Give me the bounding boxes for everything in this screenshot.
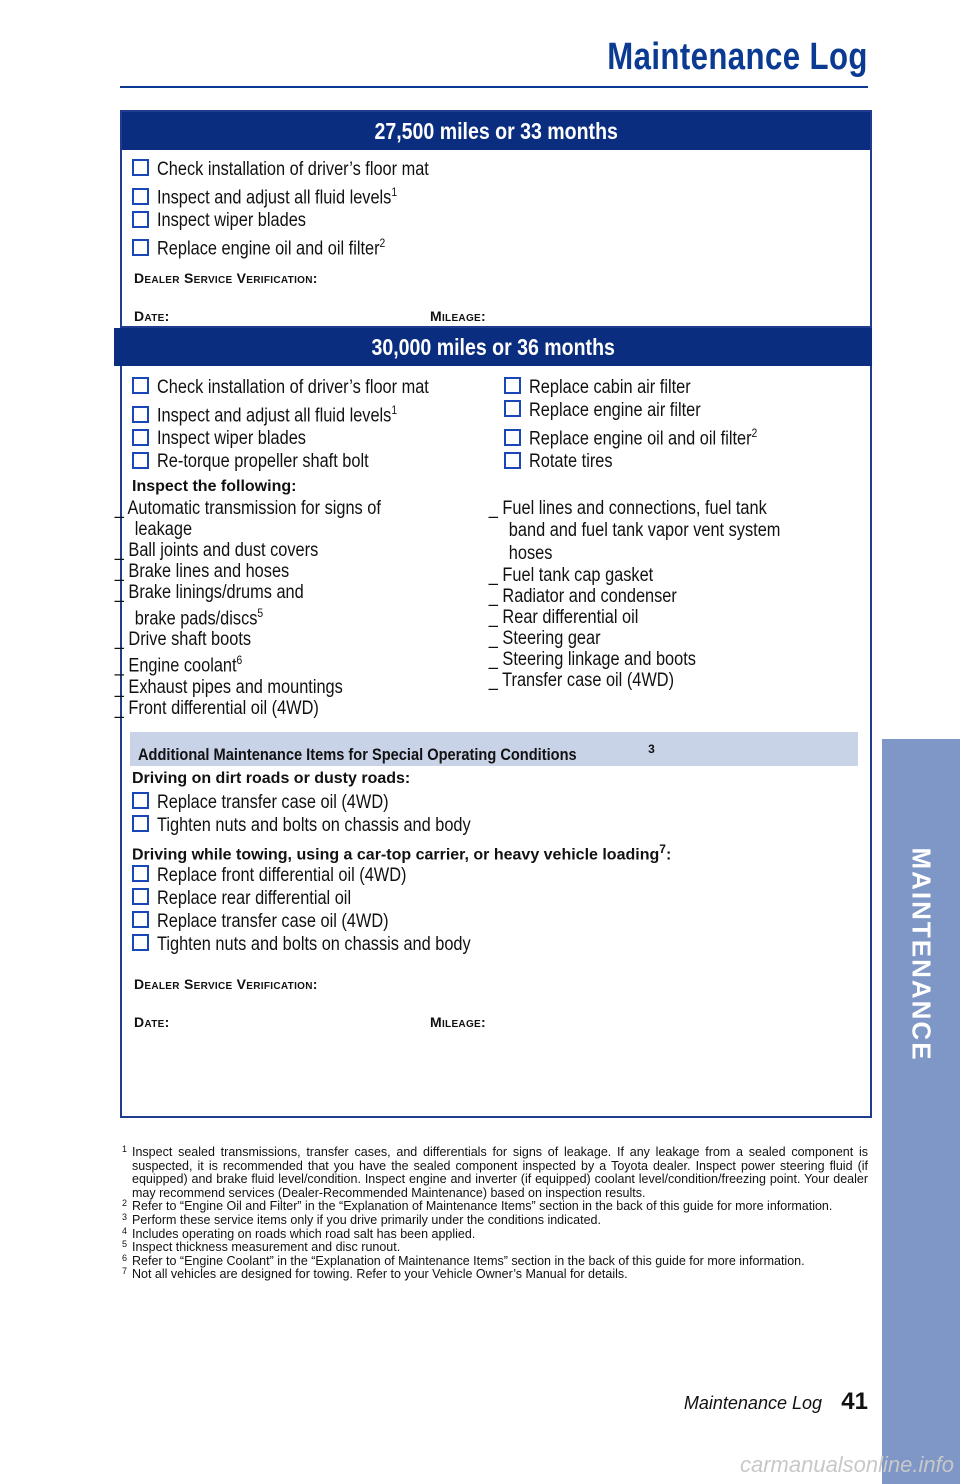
inspect-item-continuation [508, 542, 822, 565]
special-conditions-bar [130, 732, 858, 766]
date-label: Date: [134, 1014, 170, 1030]
inspect-item [488, 586, 822, 607]
towing-heading: Driving while towing, using a car-top carrier, or heavy vehicle loading$^7$: [132, 842, 672, 864]
inspect-item [488, 628, 822, 649]
checkbox[interactable] [504, 400, 521, 417]
checkbox[interactable] [132, 792, 149, 809]
footnote-number: 3 [122, 1211, 128, 1222]
dealer-service-verification-label: Dealer Service Verification: [134, 976, 318, 992]
checklist-item-label: Inspect wiper blades [157, 210, 306, 232]
inspect-item-text: _ Fuel lines and connections, fuel tank [488, 498, 767, 519]
mileage-label: Mileage: [430, 308, 486, 324]
checklist-item-label: Replace engine oil and oil filter$^2$ [157, 236, 386, 260]
footnote-text: Refer to “Engine Oil and Filter” in the “Explanation of Maintenance Items” section in the back of this guide for more information. [132, 1199, 833, 1214]
footer-section-label: Maintenance Log [683, 1393, 822, 1413]
maintenance-card-27500 [120, 110, 872, 330]
checklist-item-label: Replace engine air filter [529, 400, 701, 421]
inspect-item [488, 607, 822, 628]
checklist-item-label: Check installation of driver’s floor mat [157, 377, 429, 398]
footnote [122, 1225, 868, 1242]
checkbox[interactable] [132, 888, 149, 905]
checklist [132, 158, 473, 261]
checklist-item [504, 376, 794, 399]
footnote-ref: 1 [391, 403, 398, 417]
footnote-ref: 2 [751, 426, 758, 440]
inspect-item-text: leakage [134, 519, 193, 540]
checkbox[interactable] [132, 911, 149, 928]
checklist-item [132, 427, 473, 450]
checkbox[interactable] [504, 429, 521, 446]
checklist-item-label: Inspect wiper blades [157, 428, 306, 450]
checkbox[interactable] [132, 865, 149, 882]
footnote-number: 5 [122, 1239, 128, 1250]
side-tab-label: MAINTENANCE [906, 847, 937, 1062]
checkbox[interactable] [132, 934, 149, 951]
footnote [122, 1268, 868, 1282]
checkbox[interactable] [132, 159, 149, 176]
checkbox[interactable] [132, 211, 149, 228]
checklist-left [132, 376, 473, 473]
checklist-item [132, 376, 473, 399]
checklist-item [132, 864, 522, 887]
inspect-item [114, 697, 421, 719]
footnote-ref: 2 [379, 236, 386, 251]
inspect-item [114, 582, 421, 630]
checklist-item-label: Replace engine oil and oil filter$^2$ [529, 426, 758, 450]
checklist-item [132, 158, 473, 181]
inspect-item [114, 629, 421, 651]
checklist-item [132, 450, 473, 473]
inspect-item-text: _ Brake lines and hoses [114, 561, 290, 582]
inspect-item [114, 561, 421, 582]
checklist-item [504, 422, 794, 450]
footnote-text: Refer to “Engine Coolant” in the “Explanation of Maintenance Items” section in the back of this guide for more information. [132, 1253, 805, 1268]
inspect-list-left [114, 498, 421, 719]
checklist-item-label: Inspect and adjust all fluid levels$^1$ [157, 403, 398, 427]
special-conditions-title: Additional Maintenance Items for Special Operating Conditions [138, 744, 577, 764]
date-label: Date: [134, 308, 170, 324]
dirt-roads-heading: Driving on dirt roads or dusty roads: [132, 770, 411, 787]
checklist-item-label: Check installation of driver’s floor mat [157, 159, 429, 180]
footnote-number: 2 [122, 1198, 128, 1209]
checklist-item [504, 399, 794, 422]
checkbox[interactable] [132, 452, 149, 469]
inspect-item-text: _ Ball joints and dust covers [114, 540, 319, 561]
checklist-item [132, 933, 522, 956]
inspect-item [114, 498, 421, 540]
footnote-text: Perform these service items only if you drive primarily under the conditions indicated. [132, 1212, 601, 1227]
inspect-item-text: _ Automatic transmission for signs of [114, 498, 381, 519]
footnote-ref: 5 [257, 606, 264, 620]
checklist-item [132, 791, 522, 814]
inspect-item-text: _ Front differential oil (4WD) [114, 697, 319, 719]
inspect-item [488, 498, 822, 565]
footnote-text: Inspect sealed transmissions, transfer cases, and differentials for signs of leakage. If any leakage from a sealed component is suspected, it is recommended that you have the sealed component inspected by a Toyota dealer. Inspect power steering fluid (if equipped) and brake fluid level/condition. Inspect engine and inverter (if equipped) coolant level/condition/freezing point. Your dealer may recommend services (Dealer-Recommended Maintenance) based on inspection results. [132, 1145, 868, 1200]
inspect-heading: Inspect the following: [132, 478, 297, 495]
checkbox[interactable] [132, 406, 149, 423]
checklist-item [132, 181, 473, 209]
inspect-item-text: _ Brake linings/drums and [114, 582, 304, 603]
footnote-text: Inspect thickness measurement and disc runout. [132, 1240, 401, 1255]
inspect-item [114, 540, 421, 561]
watermark: carmanualsonline.info [739, 1452, 954, 1477]
inspect-item-text: _ Transfer case oil (4WD) [488, 670, 675, 691]
inspect-item-text: _ Drive shaft boots [114, 629, 252, 651]
inspect-item-text: _ Engine coolant$^6$ [114, 653, 243, 677]
side-tab [882, 739, 960, 1484]
checklist-item [132, 887, 522, 910]
footnote [122, 1241, 868, 1255]
checkbox[interactable] [132, 239, 149, 256]
checkbox[interactable] [132, 188, 149, 205]
checklist-item-label: Rotate tires [529, 451, 613, 473]
inspect-item-continuation [134, 519, 421, 540]
maintenance-card-30000 [114, 326, 872, 1118]
inspect-item [488, 670, 822, 691]
inspect-item [114, 650, 421, 677]
footnote [122, 1211, 868, 1228]
checklist-item-label: Replace front differential oil (4WD) [157, 865, 407, 886]
checklist-right [504, 376, 794, 473]
footnote-number: 6 [122, 1252, 128, 1263]
checklist-item [132, 399, 473, 427]
footnote-number: 1 [122, 1144, 128, 1154]
inspect-item-text: _ Steering linkage and boots [488, 649, 696, 670]
header-rule [120, 86, 868, 88]
inspect-item-text: band and fuel tank vapor vent system [508, 520, 781, 541]
footnote-text: Not all vehicles are designed for towing. Refer to your Vehicle Owner’s Manual for details. [132, 1267, 628, 1282]
checklist-item [132, 209, 473, 232]
footnote-text: Includes operating on roads which road salt has been applied. [132, 1226, 476, 1241]
inspect-item-text: _ Exhaust pipes and mountings [114, 676, 343, 698]
checklist-item-label: Inspect and adjust all fluid levels$^1$ [157, 185, 398, 209]
towing-checklist [132, 864, 522, 956]
inspect-item-text: _ Steering gear [488, 628, 601, 649]
checklist-item [132, 232, 473, 260]
inspect-item-text: _ Fuel tank cap gasket [488, 565, 654, 586]
checklist-item-label: Tighten nuts and bolts on chassis and body [157, 815, 471, 836]
checklist-item-label: Re-torque propeller shaft bolt [157, 451, 369, 473]
checklist-item [132, 910, 522, 933]
page-title: Maintenance Log [607, 36, 868, 78]
checkbox[interactable] [132, 815, 149, 832]
inspect-item [488, 565, 822, 586]
inspect-item-text: _ Rear differential oil [488, 607, 639, 628]
inspect-item-text: brake pads/discs$^5$ [134, 606, 264, 630]
interval-banner: 30,000 miles or 36 months [114, 328, 872, 366]
footnote-ref: 1 [391, 185, 398, 199]
checklist-item [504, 450, 794, 473]
inspect-item-text: _ Radiator and condenser [488, 586, 677, 607]
inspect-item-text: hoses [508, 543, 553, 564]
mileage-label: Mileage: [430, 1014, 486, 1030]
inspect-item-continuation [508, 519, 822, 542]
footnote-number: 4 [122, 1225, 128, 1236]
interval-banner: 27,500 miles or 33 months [122, 112, 870, 150]
inspect-item [114, 676, 421, 698]
checkbox[interactable] [504, 452, 521, 469]
checklist-item-label: Replace cabin air filter [529, 377, 691, 398]
inspect-item-continuation [134, 603, 421, 630]
checkbox[interactable] [132, 377, 149, 394]
dirt-roads-checklist [132, 791, 522, 837]
inspect-list-right [488, 498, 822, 691]
checklist-item [132, 814, 522, 837]
footnote [122, 1252, 868, 1269]
footnote-number: 7 [122, 1266, 128, 1277]
footnote [122, 1200, 868, 1214]
footnotes [122, 1146, 868, 1282]
footnote-ref: 3 [648, 742, 655, 756]
dealer-service-verification-label: Dealer Service Verification: [134, 270, 318, 286]
checklist-item-label: Replace transfer case oil (4WD) [157, 911, 389, 932]
checklist-item-label: Replace transfer case oil (4WD) [157, 792, 389, 813]
inspect-item [488, 649, 822, 670]
page-number: 41 [841, 1388, 868, 1415]
checkbox[interactable] [504, 377, 521, 394]
footnote [122, 1146, 868, 1200]
checklist-item-label: Replace rear differential oil [157, 888, 352, 909]
checklist-item-label: Tighten nuts and bolts on chassis and body [157, 934, 471, 955]
footnote-ref: 6 [236, 653, 243, 668]
checkbox[interactable] [132, 429, 149, 446]
